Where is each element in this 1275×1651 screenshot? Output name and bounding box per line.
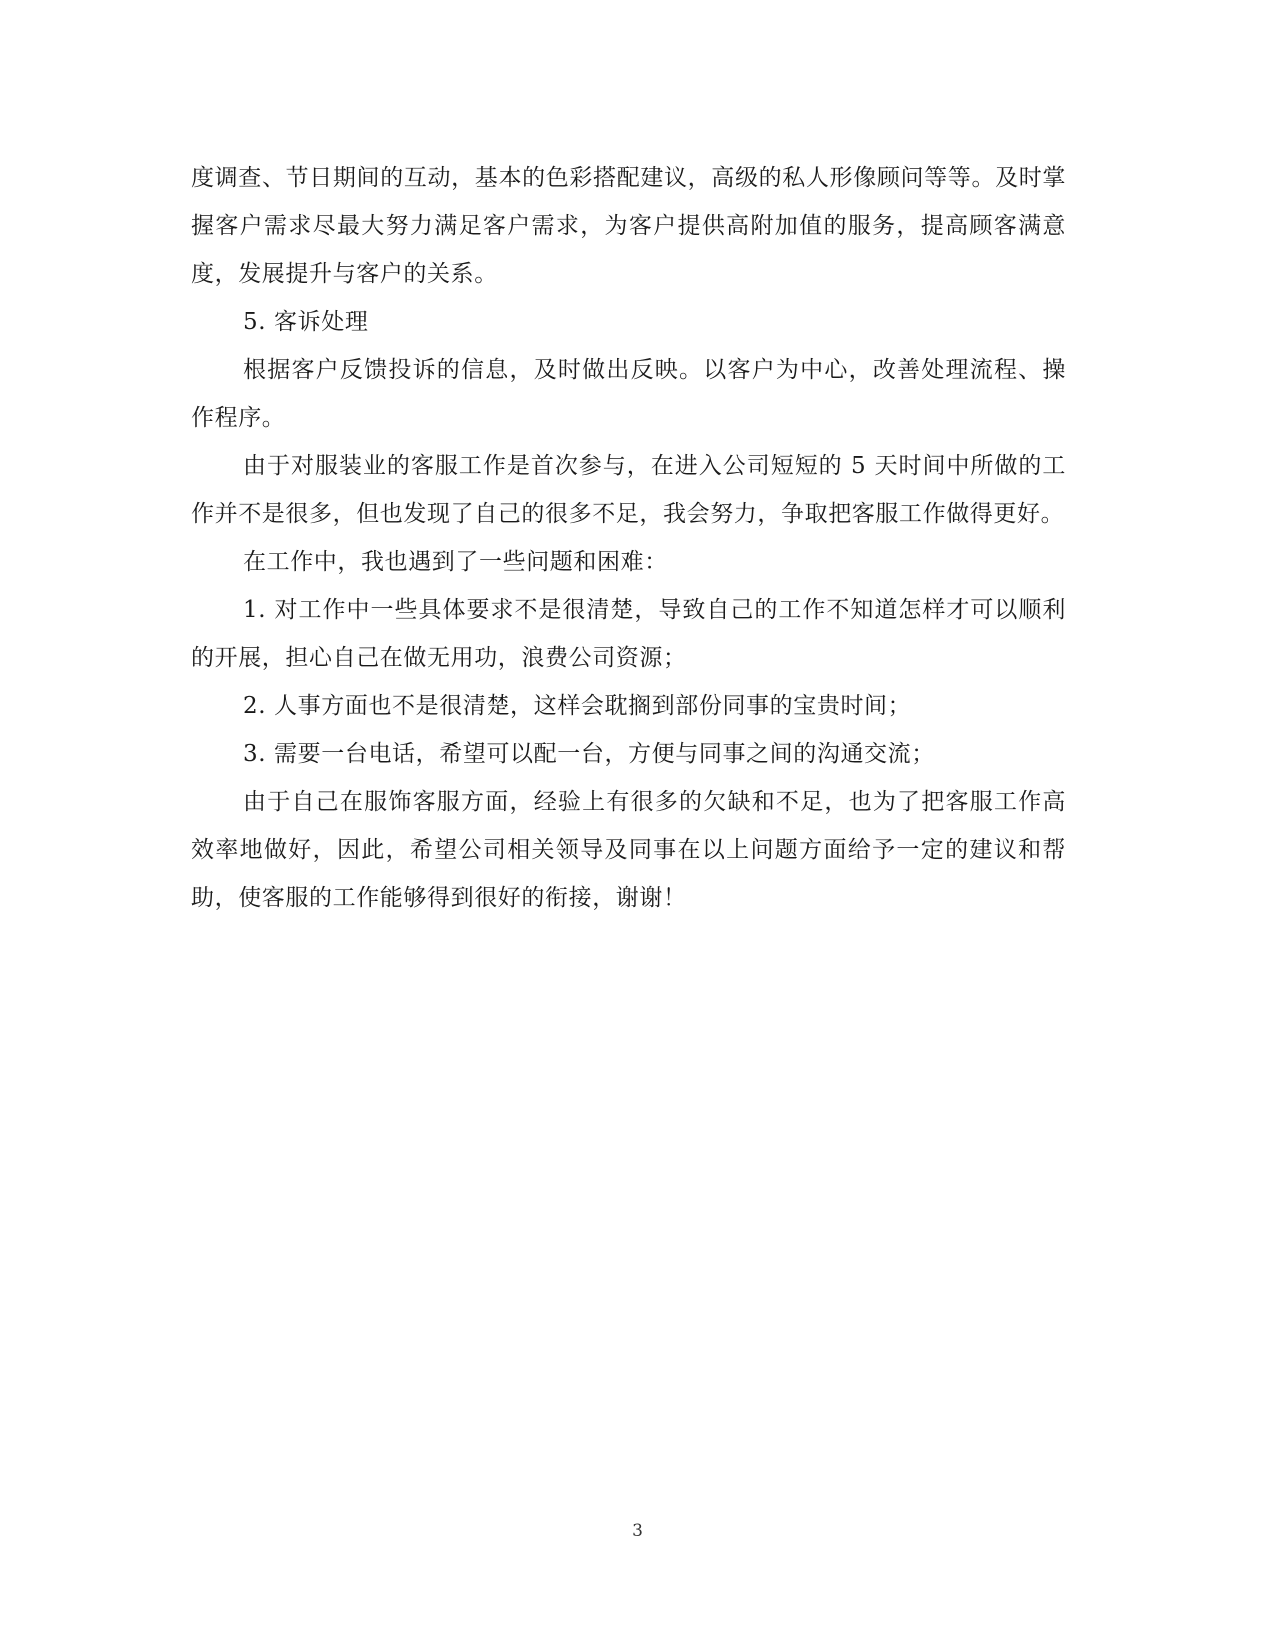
document-body — [191, 154, 1066, 922]
paragraph-summary: 由于对服装业的客服工作是首次参与，在进入公司短短的 5 天时间中所做的工作并不是很多，但也发现了自己的很多不足，我会努力，争取把客服工作做得更好。 — [191, 453, 1066, 527]
list-item-problem-1: 1. 对工作中一些具体要求不是很清楚，导致自己的工作不知道怎样才可以顺利的开展，担心自己在做无用功，浪费公司资源； — [191, 597, 1066, 671]
list-item-problem-3: 3. 需要一台电话，希望可以配一台，方便与同事之间的沟通交流； — [243, 741, 935, 767]
paragraph-problems-intro: 在工作中，我也遇到了一些问题和困难： — [243, 549, 668, 575]
page-number: 3 — [632, 1521, 643, 1541]
section-heading-complaint-handling: 5. 客诉处理 — [243, 309, 369, 335]
paragraph-continuation: 度调查、节日期间的互动，基本的色彩搭配建议，高级的私人形像顾问等等。及时掌握客户需求尽最大努力满足客户需求，为客户提供高附加值的服务，提高顾客满意度，发展提升与客户的关系。 — [191, 165, 1066, 287]
paragraph-complaint-handling: 根据客户反馈投诉的信息，及时做出反映。以客户为中心，改善处理流程、操作程序。 — [191, 357, 1066, 431]
paragraph-closing: 由于自己在服饰客服方面，经验上有很多的欠缺和不足，也为了把客服工作高效率地做好，因此，希望公司相关领导及同事在以上问题方面给予一定的建议和帮助，使客服的工作能够得到很好的衔接，谢谢！ — [191, 789, 1066, 911]
list-item-problem-2: 2. 人事方面也不是很清楚，这样会耽搁到部份同事的宝贵时间； — [243, 693, 912, 719]
